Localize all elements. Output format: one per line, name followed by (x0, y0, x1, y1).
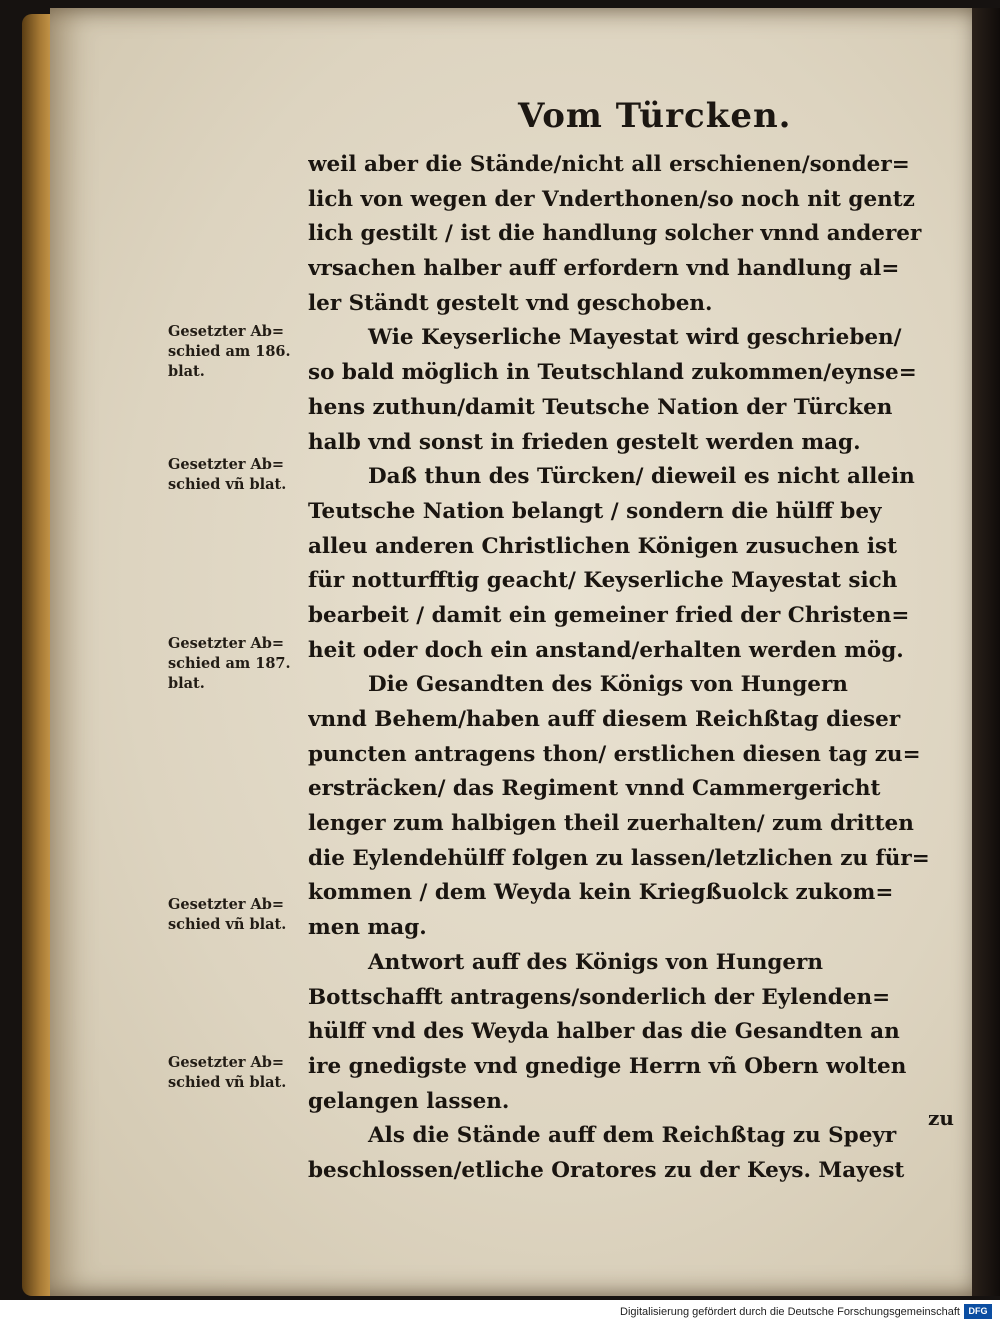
text-line: ersträcken/ das Regiment vnnd Cammergericht (308, 776, 881, 802)
text-line: alleu anderen Christlichen Königen zusuchen ist (308, 533, 898, 559)
marginal-note-line: Gesetzter Ab= (168, 896, 285, 913)
digitization-credit: Digitalisierung gefördert durch die Deutsche Forschungsgemeinschaft (620, 1306, 960, 1318)
marginal-note-line: schied am 186. (168, 343, 291, 360)
text-line: ler Ständt gestelt vnd geschoben. (308, 290, 713, 316)
text-line: so bald möglich in Teutschland zukommen/eynse= (308, 360, 917, 386)
text-line: Als die Stände auff dem Reichßtag zu Speyr (368, 1123, 897, 1149)
marginal-note-line: blat. (168, 363, 205, 380)
text-line: vrsachen halber auff erfordern vnd handlung al= (308, 256, 900, 282)
marginal-note-line: blat. (168, 675, 205, 692)
text-line: Bottschafft antragens/sonderlich der Eylenden= (308, 984, 891, 1010)
body-text (308, 148, 958, 1189)
marginal-note (168, 455, 308, 495)
page-gutter (972, 8, 1000, 1296)
running-header: Vom Türcken. (518, 96, 792, 136)
marginal-note-line: schied vñ blat. (168, 916, 287, 933)
marginal-note-line: schied am 187. (168, 655, 291, 672)
marginal-note (168, 634, 308, 694)
marginal-note-line: Gesetzter Ab= (168, 635, 285, 652)
text-line: puncten antragens thon/ erstlichen diesen tag zu= (308, 741, 921, 767)
text-line: kommen / dem Weyda kein Kriegßuolck zukom= (308, 880, 894, 906)
text-line: men mag. (308, 915, 427, 941)
marginal-note-line: Gesetzter Ab= (168, 323, 285, 340)
text-line: heit oder doch ein anstand/erhalten werden mög. (308, 637, 904, 663)
text-line: lich gestilt / ist die handlung solcher vnnd anderer (308, 221, 922, 247)
marginal-note (168, 895, 308, 935)
text-line: Teutsche Nation belangt / sondern die hülff bey (308, 498, 882, 524)
text-line: für notturfftig geacht/ Keyserliche Mayestat sich (308, 568, 898, 594)
text-line: bearbeit / damit ein gemeiner fried der Christen= (308, 602, 910, 628)
text-line: Wie Keyserliche Mayestat wird geschrieben/ (368, 325, 902, 351)
text-line: halb vnd sonst in frieden gestelt werden mag. (308, 429, 861, 455)
text-line: lenger zum halbigen theil zuerhalten/ zum dritten (308, 811, 914, 837)
text-line: lich von wegen der Vnderthonen/so noch nit gentz (308, 186, 915, 212)
text-line: weil aber die Stände/nicht all erschienen/sonder= (308, 152, 910, 177)
marginal-note (168, 1053, 308, 1093)
text-line: Die Gesandten des Königs von Hungern (368, 672, 848, 698)
dfg-logo: DFG (964, 1304, 992, 1319)
text-line: beschlossen/etliche Oratores zu der Keys. Mayest (308, 1157, 905, 1183)
marginal-note-line: schied vñ blat. (168, 476, 287, 493)
text-line: Daß thun des Türcken/ dieweil es nicht allein (368, 464, 915, 490)
catchword: zu (928, 1106, 954, 1130)
text-line: Antwort auff des Königs von Hungern (368, 949, 824, 975)
text-line: die Eylendehülff folgen zu lassen/letzlichen zu für= (308, 845, 930, 871)
text-line: vnnd Behem/haben auff diesem Reichßtag dieser (308, 707, 901, 732)
text-line: gelangen lassen. (308, 1088, 510, 1114)
text-line: hens zuthun/damit Teutsche Nation der Türcken (308, 394, 893, 420)
marginal-note (168, 322, 308, 382)
marginal-note-line: Gesetzter Ab= (168, 1054, 285, 1071)
marginal-note-line: Gesetzter Ab= (168, 456, 285, 473)
marginal-note-line: schied vñ blat. (168, 1074, 287, 1091)
text-line: ire gnedigste vnd gnedige Herrn vñ Obern wolten (308, 1053, 907, 1079)
text-line: hülff vnd des Weyda halber das die Gesandten an (308, 1019, 900, 1045)
